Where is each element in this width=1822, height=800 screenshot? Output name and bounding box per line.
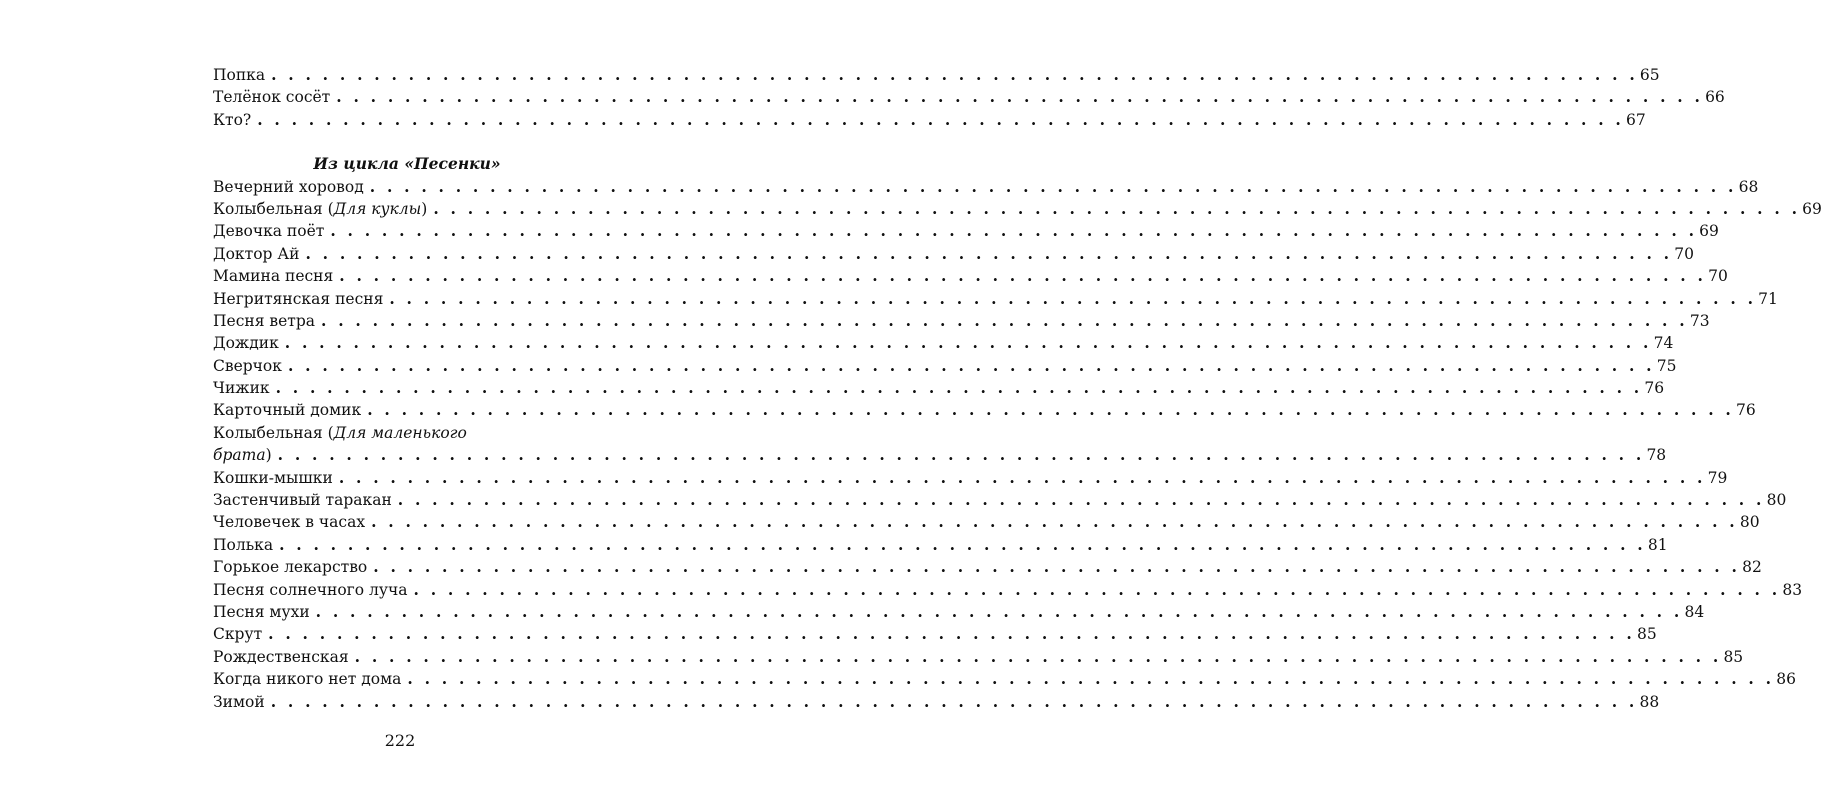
entry-page-number: 69 — [1802, 199, 1822, 218]
toc-entry — [213, 310, 1710, 332]
entry-title: Рождественская — [213, 647, 349, 666]
entry-title-continued — [213, 444, 272, 466]
toc-entry — [213, 467, 1728, 489]
entry-page-number: 71 — [1758, 289, 1778, 308]
entry-title-part: Колыбельная ( — [213, 423, 334, 442]
toc-entry — [213, 109, 1646, 131]
entry-title: Горькое лекарство — [213, 558, 368, 577]
toc-entry — [213, 220, 1719, 242]
entry-page-number: 75 — [1656, 356, 1677, 375]
entry-title: Негритянская песня — [213, 289, 384, 308]
entry-page-number: 73 — [1689, 311, 1710, 330]
entry-page-number: 66 — [1705, 88, 1725, 107]
toc-entry — [213, 243, 1694, 265]
entry-title: Попка — [213, 66, 266, 84]
entry-page-number: 81 — [1647, 535, 1668, 554]
entry-title — [213, 422, 467, 444]
entry-page-number: 68 — [1738, 177, 1759, 196]
entry-title: Зимой — [213, 692, 265, 711]
entry-title-italic: брата — [213, 446, 266, 465]
dot-leader: . . . . . . . . . . . . . . . . . . . . . . . . . . . . . . . . . . . . . . . . . . . . . . . . . . . . . . . . . . . . . . . . . . . . . . . . . . . . . . . . — [369, 176, 1737, 196]
entry-title: Телёнок сосёт — [213, 88, 331, 107]
dot-leader: . . . . . . . . . . . . . . . . . . . . . . . . . . . . . . . . . . . . . . . . . . . . . . . . . . . . . . . . . . . . . . . . . . . . . . . . . . . . . . . . — [371, 512, 1738, 532]
entry-title: Девочка поёт — [213, 222, 325, 241]
page-number-footer: 222 — [384, 731, 416, 750]
dot-leader: . . . . . . . . . . . . . . . . . . . . . . . . . . . . . . . . . . . . . . . . . . . . . . . . . . . . . . . . . . . . . . . . . . . . . . . . . . . . . . . . — [339, 266, 1707, 286]
toc-entry — [213, 377, 1665, 399]
entry-page-number: 86 — [1776, 670, 1796, 689]
dot-leader: . . . . . . . . . . . . . . . . . . . . . . . . . . . . . . . . . . . . . . . . . . . . . . . . . . . . . . . . . . . . . . . . . . . . . . . . . . . . . . . . — [287, 355, 1655, 375]
entry-page-number: 76 — [1736, 401, 1756, 420]
toc-entry — [213, 198, 1822, 220]
dot-leader: . . . . . . . . . . . . . . . . . . . . . . . . . . . . . . . . . . . . . . . . . . . . . . . . . . . . . . . . . . . . . . . . . . . . . . . . . . . . . . . . — [373, 557, 1741, 577]
entry-page-number: 65 — [1639, 66, 1660, 84]
entry-title: Песня мухи — [213, 602, 310, 621]
dot-leader: . . . . . . . . . . . . . . . . . . . . . . . . . . . . . . . . . . . . . . . . . . . . . . . . . . . . . . . . . . . . . . . . . . . . . . . . . . . . . . . . — [407, 669, 1775, 689]
entry-title-italic: Для маленького — [333, 423, 467, 442]
entry-page-number: 85 — [1636, 625, 1657, 644]
dot-leader: . . . . . . . . . . . . . . . . . . . . . . . . . . . . . . . . . . . . . . . . . . . . . . . . . . . . . . . . . . . . . . . . . . . . . . . . . . . . . . . . — [330, 221, 1698, 241]
toc-entry — [213, 176, 1759, 198]
entry-page-number: 79 — [1707, 468, 1728, 487]
dot-leader: . . . . . . . . . . . . . . . . . . . . . . . . . . . . . . . . . . . . . . . . . . . . . . . . . . . . . . . . . . . . . . . . . . . . . . . . . . . . . . . . — [270, 691, 1638, 711]
toc-entry — [213, 265, 1728, 287]
dot-leader: . . . . . . . . . . . . . . . . . . . . . . . . . . . . . . . . . . . . . . . . . . . . . . . . . . . . . . . . . . . . . . . . . . . . . . . . . . . . . . . . — [277, 445, 1645, 465]
dot-leader: . . . . . . . . . . . . . . . . . . . . . . . . . . . . . . . . . . . . . . . . . . . . . . . . . . . . . . . . . . . . . . . . . . . . . . . . . . . . . . . . — [321, 310, 1688, 330]
entry-title: Вечерний хоровод — [213, 177, 364, 196]
entry-title — [213, 198, 427, 220]
toc-entry — [213, 668, 1796, 690]
dot-leader: . . . . . . . . . . . . . . . . . . . . . . . . . . . . . . . . . . . . . . . . . . . . . . . . . . . . . . . . . . . . . . . . . . . . . . . . . . . . . . . . — [389, 288, 1757, 308]
entry-title: Застенчивый таракан — [213, 491, 392, 510]
dot-leader: . . . . . . . . . . . . . . . . . . . . . . . . . . . . . . . . . . . . . . . . . . . . . . . . . . . . . . . . . . . . . . . . . . . . . . . . . . . . . . . . — [397, 490, 1765, 510]
toc-entry-line — [213, 422, 601, 444]
dot-leader: . . . . . . . . . . . . . . . . . . . . . . . . . . . . . . . . . . . . . . . . . . . . . . . . . . . . . . . . . . . . . . . . . . . . . . . . . . . . . . . . — [271, 65, 1638, 84]
entry-title: Карточный домик — [213, 401, 362, 420]
dot-leader: . . . . . . . . . . . . . . . . . . . . . . . . . . . . . . . . . . . . . . . . . . . . . . . . . . . . . . . . . . . . . . . . . . . . . . . . . . . . . . . . — [315, 601, 1683, 621]
entry-title: Полька — [213, 535, 274, 554]
section-heading: Из цикла «Песенки» — [313, 154, 501, 174]
dot-leader: . . . . . . . . . . . . . . . . . . . . . . . . . . . . . . . . . . . . . . . . . . . . . . . . . . . . . . . . . . . . . . . . . . . . . . . . . . . . . . . . — [284, 333, 1652, 353]
dot-leader: . . . . . . . . . . . . . . . . . . . . . . . . . . . . . . . . . . . . . . . . . . . . . . . . . . . . . . . . . . . . . . . . . . . . . . . . . . . . . . . . — [268, 624, 1635, 644]
entry-page-number: 70 — [1708, 267, 1728, 286]
toc-entry — [213, 691, 1660, 713]
entry-title: Песня солнечного луча — [213, 580, 408, 599]
entry-title: Доктор Ай — [213, 244, 300, 263]
entry-title-italic: Для куклы — [333, 199, 422, 218]
entry-title-part: ) — [421, 199, 428, 218]
entry-title: Кошки-мышки — [213, 468, 333, 487]
entry-page-number: 74 — [1653, 334, 1674, 353]
toc-entry — [213, 444, 1667, 466]
dot-leader: . . . . . . . . . . . . . . . . . . . . . . . . . . . . . . . . . . . . . . . . . . . . . . . . . . . . . . . . . . . . . . . . . . . . . . . . . . . . . . . . — [433, 198, 1801, 218]
toc-entry — [213, 332, 1674, 354]
entry-title: Когда никого нет дома — [213, 670, 402, 689]
entry-title: Сверчок — [213, 356, 282, 375]
entry-page-number: 88 — [1639, 692, 1660, 711]
toc-entry — [213, 556, 1762, 578]
dot-leader: . . . . . . . . . . . . . . . . . . . . . . . . . . . . . . . . . . . . . . . . . . . . . . . . . . . . . . . . . . . . . . . . . . . . . . . . . . . . . . . . — [413, 579, 1781, 599]
entry-title: Дождик — [213, 334, 279, 353]
entry-title-part: ) — [265, 446, 272, 465]
entry-page-number: 85 — [1723, 647, 1744, 666]
toc-entry — [213, 355, 1677, 377]
toc-entry — [213, 399, 1756, 421]
entry-page-number: 78 — [1646, 446, 1667, 465]
toc-entry — [213, 86, 1725, 108]
dot-leader: . . . . . . . . . . . . . . . . . . . . . . . . . . . . . . . . . . . . . . . . . . . . . . . . . . . . . . . . . . . . . . . . . . . . . . . . . . . . . . . . — [279, 534, 1646, 554]
dot-leader: . . . . . . . . . . . . . . . . . . . . . . . . . . . . . . . . . . . . . . . . . . . . . . . . . . . . . . . . . . . . . . . . . . . . . . . . . . . . . . . . — [367, 400, 1735, 420]
entry-page-number: 70 — [1674, 244, 1694, 263]
dot-leader: . . . . . . . . . . . . . . . . . . . . . . . . . . . . . . . . . . . . . . . . . . . . . . . . . . . . . . . . . . . . . . . . . . . . . . . . . . . . . . . . — [338, 467, 1706, 487]
entry-page-number: 82 — [1742, 558, 1762, 577]
entry-title: Песня ветра — [213, 311, 316, 330]
entry-page-number: 80 — [1739, 513, 1760, 532]
toc-entry — [213, 489, 1787, 511]
toc-entry — [213, 288, 1778, 310]
entry-title: Чижик — [213, 379, 270, 398]
toc-entry — [213, 601, 1705, 623]
entry-page-number: 67 — [1626, 110, 1646, 129]
dot-leader: . . . . . . . . . . . . . . . . . . . . . . . . . . . . . . . . . . . . . . . . . . . . . . . . . . . . . . . . . . . . . . . . . . . . . . . . . . . . . . . . — [336, 87, 1704, 107]
toc-entry — [213, 511, 1760, 533]
table-of-contents — [213, 64, 1822, 713]
entry-page-number: 69 — [1699, 222, 1719, 241]
entry-page-number: 76 — [1644, 379, 1665, 398]
entry-title: Скрут — [213, 625, 263, 644]
toc-entry — [213, 64, 1660, 86]
entry-title: Человечек в часах — [213, 513, 366, 532]
dot-leader: . . . . . . . . . . . . . . . . . . . . . . . . . . . . . . . . . . . . . . . . . . . . . . . . . . . . . . . . . . . . . . . . . . . . . . . . . . . . . . . . — [275, 378, 1643, 398]
toc-entry — [213, 623, 1657, 645]
entry-page-number: 83 — [1782, 580, 1803, 599]
toc-entry — [213, 579, 1803, 601]
dot-leader: . . . . . . . . . . . . . . . . . . . . . . . . . . . . . . . . . . . . . . . . . . . . . . . . . . . . . . . . . . . . . . . . . . . . . . . . . . . . . . . . — [257, 109, 1625, 129]
entry-page-number: 84 — [1684, 602, 1705, 621]
entry-title: Мамина песня — [213, 267, 334, 286]
dot-leader: . . . . . . . . . . . . . . . . . . . . . . . . . . . . . . . . . . . . . . . . . . . . . . . . . . . . . . . . . . . . . . . . . . . . . . . . . . . . . . . . — [354, 646, 1722, 666]
entry-page-number: 80 — [1766, 491, 1787, 510]
toc-entry — [213, 534, 1668, 556]
entry-title-part: Колыбельная ( — [213, 199, 334, 218]
toc-entry — [213, 646, 1744, 668]
dot-leader: . . . . . . . . . . . . . . . . . . . . . . . . . . . . . . . . . . . . . . . . . . . . . . . . . . . . . . . . . . . . . . . . . . . . . . . . . . . . . . . . — [305, 243, 1673, 263]
entry-title: Кто? — [213, 110, 252, 129]
